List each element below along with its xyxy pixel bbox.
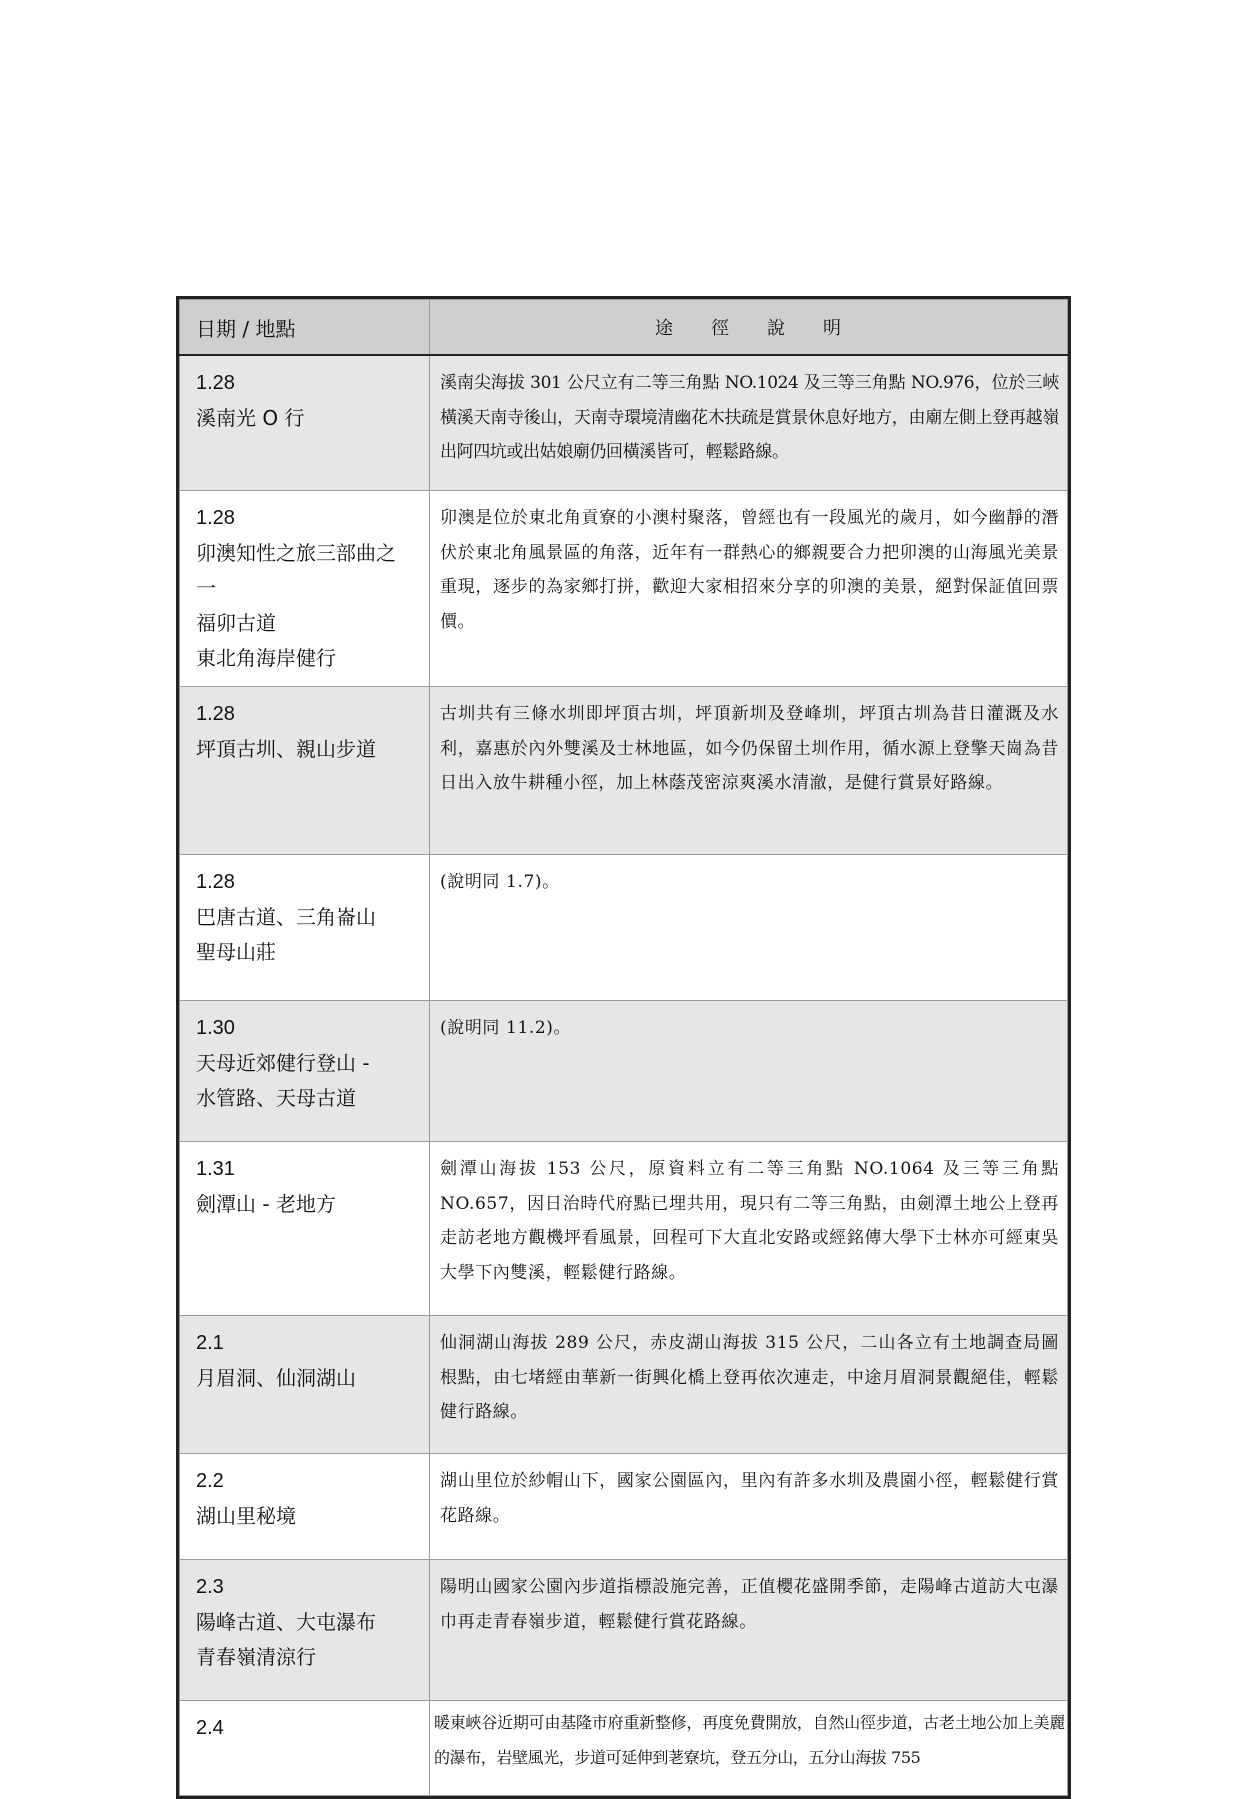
date-place-cell [180,355,430,491]
route-description: 劍潭山海拔 153 公尺，原資料立有二等三角點 NO.1064 及三等三角點 NO.657，因日治時代府點已埋共用，現只有二等三角點，由劍潭土地公上登再走訪老地方觀機坪看風景，回程可下大直北安路或經銘傳大學下士林亦可經東吳大學下內雙溪，輕鬆健行路線。 [430,1142,1068,1316]
route-description: (說明同 1.7)。 [430,855,1068,1001]
route-description: 暖東峽谷近期可由基隆市府重新整修，再度免費開放，自然山徑步道，古老土地公加上美麗的瀑布，岩壁風光，步道可延伸到荖寮坑，登五分山，五分山海拔 755 [430,1701,1068,1796]
date-place-cell [180,1142,430,1316]
row-place: 湖山里秘境 [196,1504,296,1528]
route-description: 湖山里位於紗帽山下，國家公園區內，里內有許多水圳及農園小徑，輕鬆健行賞花路線。 [430,1454,1068,1560]
row-date: 1.30 [196,1017,235,1039]
row-place: 聖母山莊 [196,940,276,964]
table-row [180,1701,1068,1796]
row-place: 福卯古道 [196,611,276,635]
table-row [180,687,1068,855]
date-place-cell [180,1560,430,1701]
row-place: 坪頂古圳、親山步道 [196,737,376,761]
route-description: (說明同 11.2)。 [430,1001,1068,1142]
row-date: 1.28 [196,871,235,893]
date-place-cell [180,1454,430,1560]
row-date: 2.2 [196,1470,224,1492]
table-row [180,1001,1068,1142]
date-place-cell [180,1701,430,1796]
row-date: 1.28 [196,703,235,725]
row-place: 天母近郊健行登山 - [196,1051,370,1075]
row-date: 2.4 [196,1717,224,1739]
table-row [180,491,1068,687]
date-place-cell [180,687,430,855]
row-place: 月眉洞、仙洞湖山 [196,1366,356,1390]
row-date: 1.28 [196,372,235,394]
row-place: 東北角海岸健行 [196,646,336,670]
row-place: 青春嶺清涼行 [196,1645,316,1669]
row-place: 水管路、天母古道 [196,1086,356,1110]
row-place: 溪南光 O 行 [196,406,305,430]
table-row [180,1454,1068,1560]
route-description: 陽明山國家公園內步道指標設施完善，正值櫻花盛開季節，走陽峰古道訪大屯瀑巾再走青春嶺步道，輕鬆健行賞花路線。 [430,1560,1068,1701]
route-description: 仙洞湖山海拔 289 公尺，赤皮湖山海拔 315 公尺，二山各立有土地調查局圖根點，由七堵經由華新一街興化橋上登再依次連走，中途月眉洞景觀絕佳，輕鬆健行路線。 [430,1316,1068,1454]
route-description: 古圳共有三條水圳即坪頂古圳，坪頂新圳及登峰圳，坪頂古圳為昔日灌溉及水利，嘉惠於內外雙溪及士林地區，如今仍保留土圳作用，循水源上登擎天崗為昔日出入放牛耕種小徑，加上林蔭茂密涼爽溪水清澈，是健行賞景好路線。 [430,687,1068,855]
table-row [180,1316,1068,1454]
schedule-table-frame [176,296,1071,1799]
schedule-table [179,299,1068,1796]
route-description: 卯澳是位於東北角貢寮的小澳村聚落，曾經也有一段風光的歲月，如今幽靜的潛伏於東北角風景區的角落，近年有一群熱心的鄉親要合力把卯澳的山海風光美景重現，逐步的為家鄉打拼，歡迎大家相招來分享的卯澳的美景，絕對保証值回票價。 [430,491,1068,687]
row-date: 2.1 [196,1332,224,1354]
table-header-row [180,300,1068,356]
table-row [180,1142,1068,1316]
row-date: 1.28 [196,507,235,529]
date-place-cell [180,491,430,687]
row-date: 1.31 [196,1158,235,1180]
header-route-description: 途徑說明 [430,300,1068,356]
table-row [180,355,1068,491]
table-row [180,1560,1068,1701]
date-place-cell [180,855,430,1001]
row-place: 巴唐古道、三角崙山 [196,905,376,929]
row-place: 劍潭山 - 老地方 [196,1192,336,1216]
row-date: 2.3 [196,1576,224,1598]
header-date-place: 日期 / 地點 [180,300,430,356]
table-row [180,855,1068,1001]
route-description: 溪南尖海拔 301 公尺立有二等三角點 NO.1024 及三等三角點 NO.976，位於三峽橫溪天南寺後山，天南寺環境清幽花木扶疏是賞景休息好地方，由廟左側上登再越嶺出阿四坑或出姑娘廟仍回橫溪皆可，輕鬆路線。 [430,355,1068,491]
row-place: 陽峰古道、大屯瀑布 [196,1610,376,1634]
date-place-cell [180,1316,430,1454]
date-place-cell [180,1001,430,1142]
row-place: 卯澳知性之旅三部曲之一 [196,541,396,600]
